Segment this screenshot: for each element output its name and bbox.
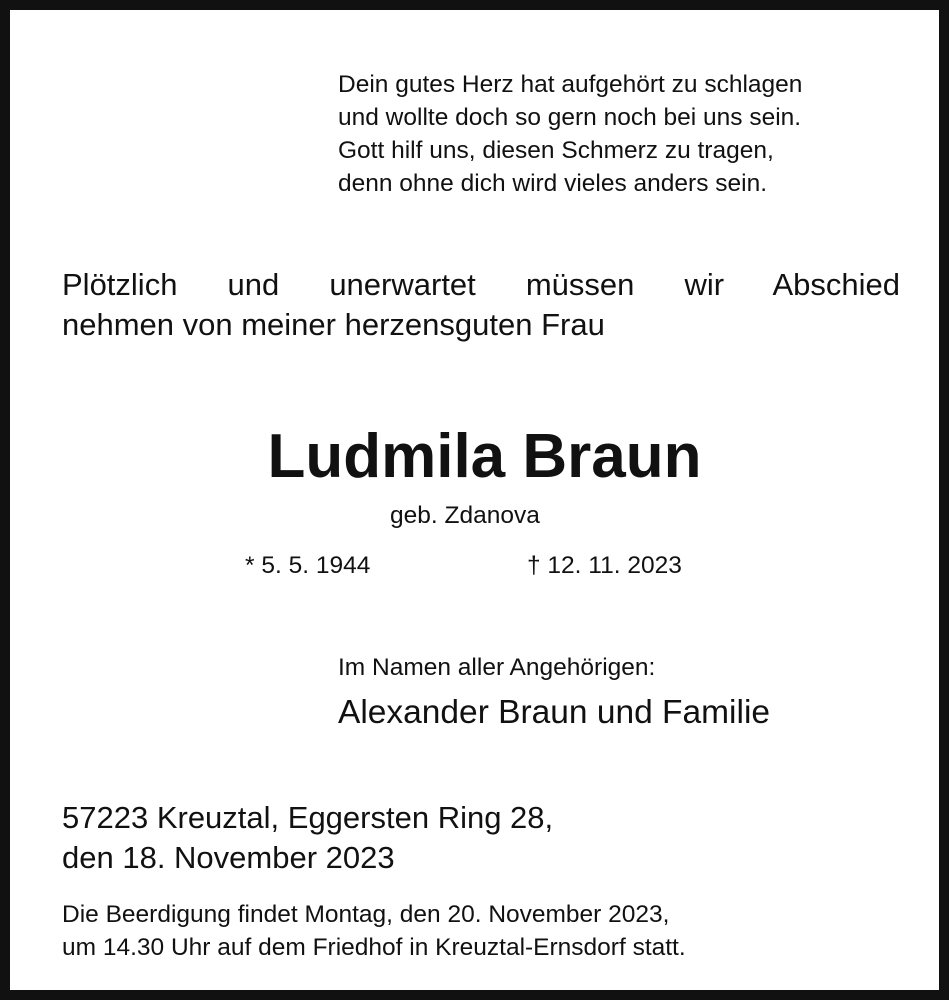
poem-line: denn ohne dich wird vieles anders sein.: [338, 170, 768, 197]
poem-line: Dein gutes Herz hat aufgehört zu schlagen: [338, 71, 803, 98]
date-line: den 18. November 2023: [62, 840, 395, 875]
family-signature: Alexander Braun und Familie: [338, 694, 771, 731]
funeral-info: [62, 898, 686, 964]
poem-line: Gott hilf uns, diesen Schmerz zu tragen,: [338, 137, 774, 164]
funeral-line: um 14.30 Uhr auf dem Friedhof in Kreuztal-Ernsdorf statt.: [62, 934, 686, 961]
maiden-name: geb. Zdanova: [390, 502, 540, 529]
funeral-line: Die Beerdigung findet Montag, den 20. November 2023,: [62, 901, 670, 928]
on-behalf-label: Im Namen aller Angehörigen:: [338, 654, 656, 681]
announcement-line: nehmen von meiner herzensguten Frau: [62, 307, 605, 342]
announcement-line: Plötzlich und unerwartet müssen wir Abschied: [62, 267, 900, 302]
deceased-name: Ludmila Braun: [267, 422, 702, 491]
memorial-poem: [338, 68, 802, 200]
announcement-text: [62, 265, 900, 345]
death-date: † 12. 11. 2023: [527, 552, 682, 579]
birth-date: * 5. 5. 1944: [245, 552, 371, 579]
address-line: 57223 Kreuztal, Eggersten Ring 28,: [62, 800, 554, 835]
poem-line: und wollte doch so gern noch bei uns sein.: [338, 104, 802, 131]
address-block: [62, 798, 553, 878]
